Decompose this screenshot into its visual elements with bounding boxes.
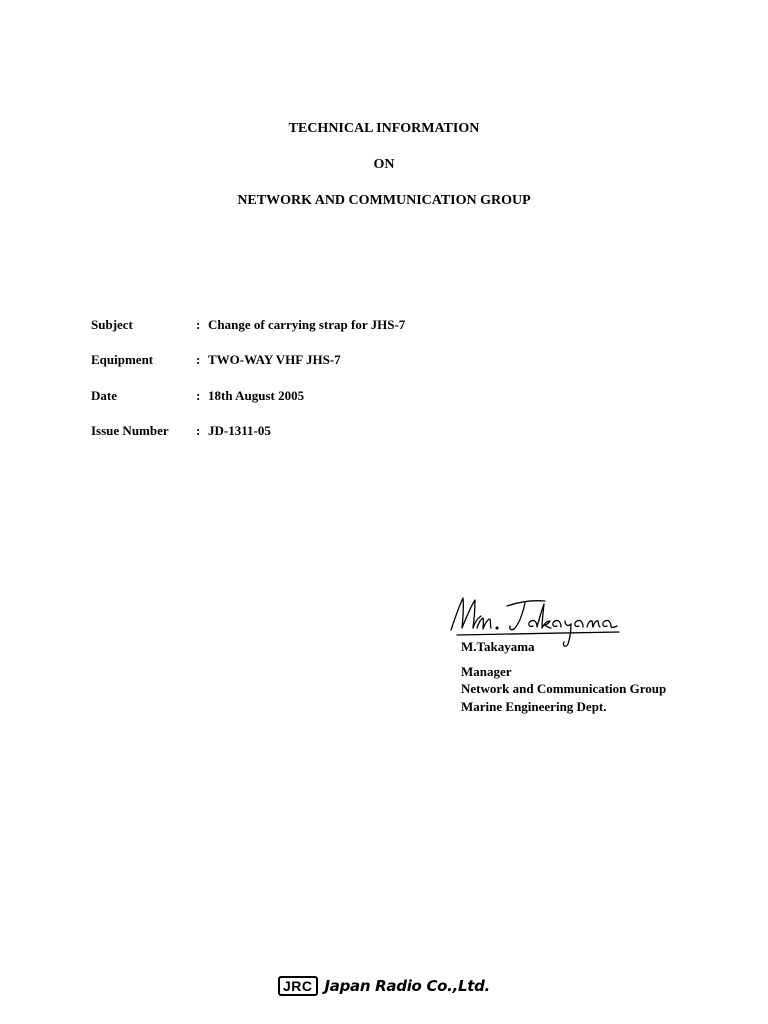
info-row-equipment — [91, 352, 591, 387]
document-title-connector: ON — [373, 157, 395, 172]
info-label: Subject — [91, 317, 133, 332]
info-label: Issue Number — [91, 422, 169, 438]
info-colon: : — [196, 387, 201, 403]
info-colon: : — [196, 317, 201, 332]
document-title-group: NETWORK AND COMMUNICATION GROUP — [237, 193, 531, 208]
info-value: 18th August 2005 — [208, 387, 305, 403]
signatory-title: Manager — [461, 663, 512, 679]
document-title: TECHNICAL INFORMATION — [288, 121, 480, 136]
signatory-name: M.Takayama — [461, 639, 535, 654]
info-row-date — [91, 388, 591, 423]
info-table — [91, 317, 591, 458]
signatory-group: Network and Communication Group — [461, 681, 667, 696]
info-value: JD-1311-05 — [208, 422, 271, 438]
signatory-dept: Marine Engineering Dept. — [461, 698, 607, 714]
info-row-issue-number — [91, 423, 591, 458]
logo-badge: JRC — [278, 976, 318, 996]
info-label: Equipment — [91, 352, 154, 368]
info-label: Date — [91, 387, 117, 403]
signature-block — [461, 638, 666, 715]
company-logo — [278, 975, 490, 997]
info-value: TWO-WAY VHF JHS-7 — [208, 352, 341, 368]
info-row-subject — [91, 317, 591, 352]
info-colon: : — [196, 422, 201, 438]
info-value: Change of carrying strap for JHS-7 — [208, 317, 406, 332]
info-colon: : — [196, 352, 201, 368]
company-name: Japan Radio Co.,Ltd. — [324, 977, 490, 995]
